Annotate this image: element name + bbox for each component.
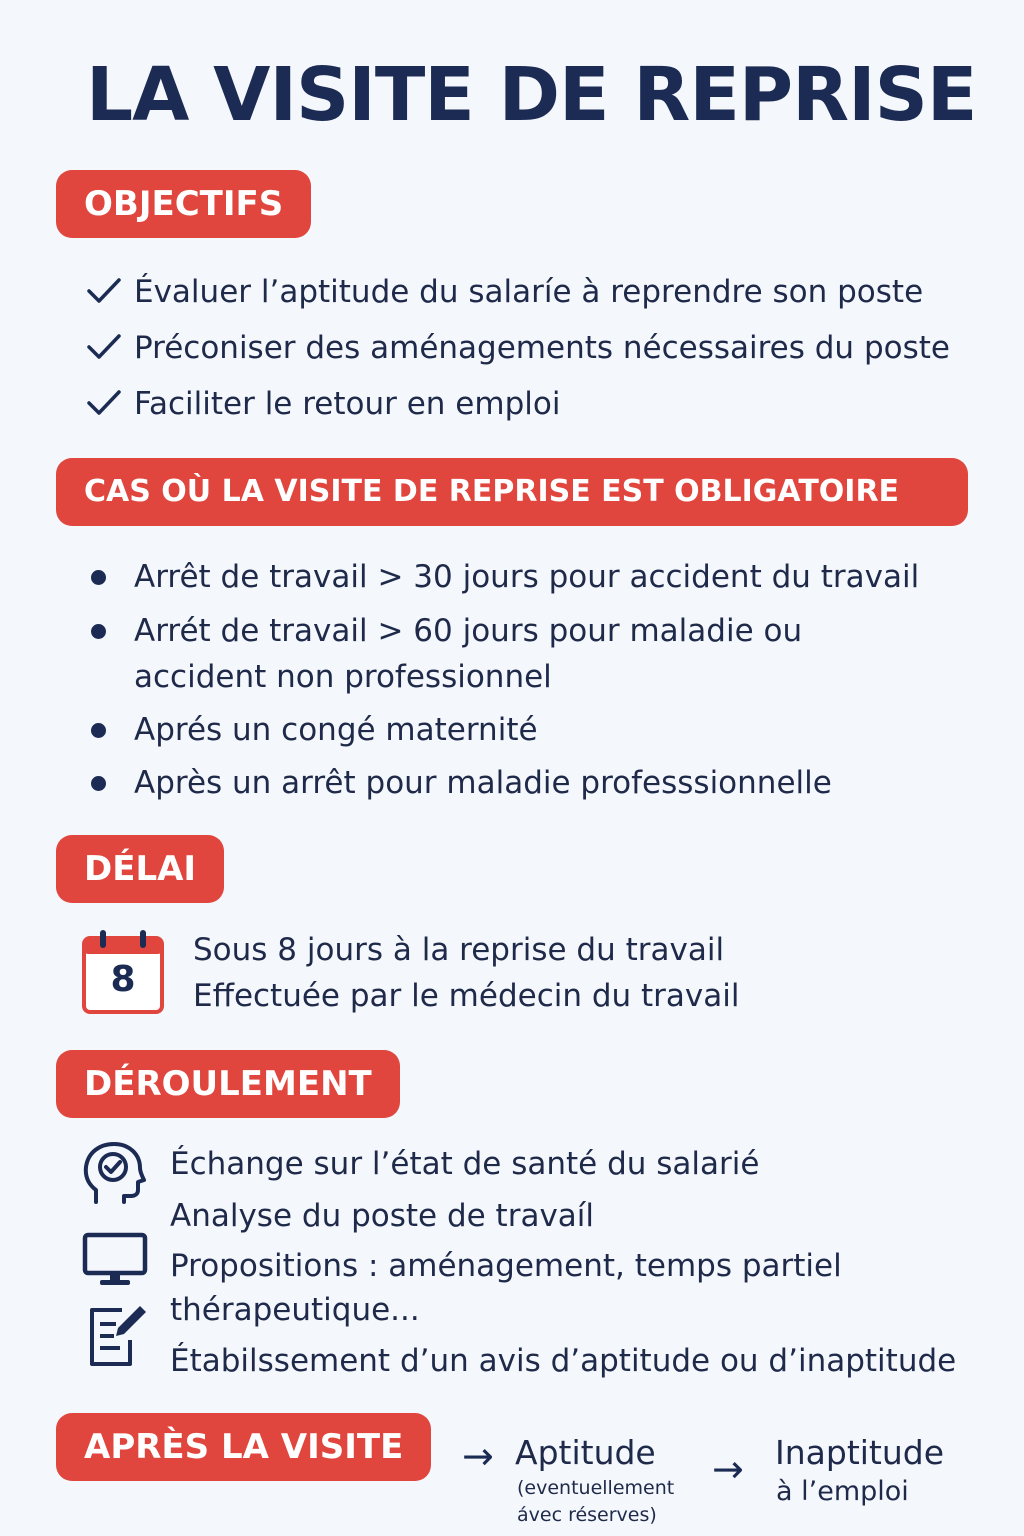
option-aptitude-note: (eventuellement [517,1477,675,1499]
section-heading-apres: APRÈS LA VISITE [56,1413,431,1481]
objectif-item: Évaluer l’aptitude du salaríe à reprendre son poste [134,274,924,310]
deroulement-line: Échange sur l’état de santé du salarié [170,1146,760,1182]
deroulement-line: thérapeutique... [170,1292,420,1328]
deroulement-line: Étabilssement d’un avis d’aptitude ou d’inaptitude [170,1343,957,1379]
bullet-icon [91,723,106,738]
section-heading-cas: CAS OÙ LA VISITE DE REPRISE EST OBLIGATOIRE [56,458,968,526]
bullet-icon [91,624,106,639]
option-aptitude-note: ávec réserves) [517,1504,657,1526]
check-icon [86,388,122,418]
head-check-icon [80,1140,146,1208]
section-heading-delai: DÉLAI [56,835,224,903]
arrow-right-icon: → [712,1447,744,1491]
objectif-item: Faciliter le retour en emploi [134,386,561,422]
delai-line: Effectuée par le médecin du travail [193,978,740,1014]
objectif-item: Préconiser des aménagements nécessaires du poste [134,330,950,366]
option-inaptitude-sub: à l’emploi [776,1476,909,1507]
option-aptitude-label: Aptitude [515,1433,656,1472]
delai-line: Sous 8 jours à la reprise du travail [193,932,725,968]
document-edit-icon [86,1302,148,1368]
cas-item: Arrêt de travail > 30 jours pour accident du travail [134,559,920,595]
arrow-right-icon: → [462,1434,494,1478]
deroulement-line: Analyse du poste de travaíl [170,1198,595,1234]
cas-item-continuation: accident non professionnel [134,659,552,695]
section-heading-objectifs: OBJECTIFS [56,170,311,238]
page-title: LA VISITE DE REPRISE [86,52,977,138]
calendar-icon [82,928,164,1014]
cas-item: Arrét de travail > 60 jours pour maladie ou [134,613,803,649]
cas-item: Aprés un congé maternité [134,712,538,748]
check-icon [86,276,122,306]
deroulement-line: Propositions : aménagement, temps partiel [170,1248,842,1284]
bullet-icon [91,776,106,791]
monitor-icon [82,1232,148,1286]
calendar-number: 8 [110,959,136,1000]
check-icon [86,332,122,362]
cas-item: Après un arrêt pour maladie professsionnelle [134,765,832,801]
section-heading-deroulement: DÉROULEMENT [56,1050,400,1118]
bullet-icon [91,570,106,585]
option-inaptitude-label: Inaptitude [775,1433,945,1472]
